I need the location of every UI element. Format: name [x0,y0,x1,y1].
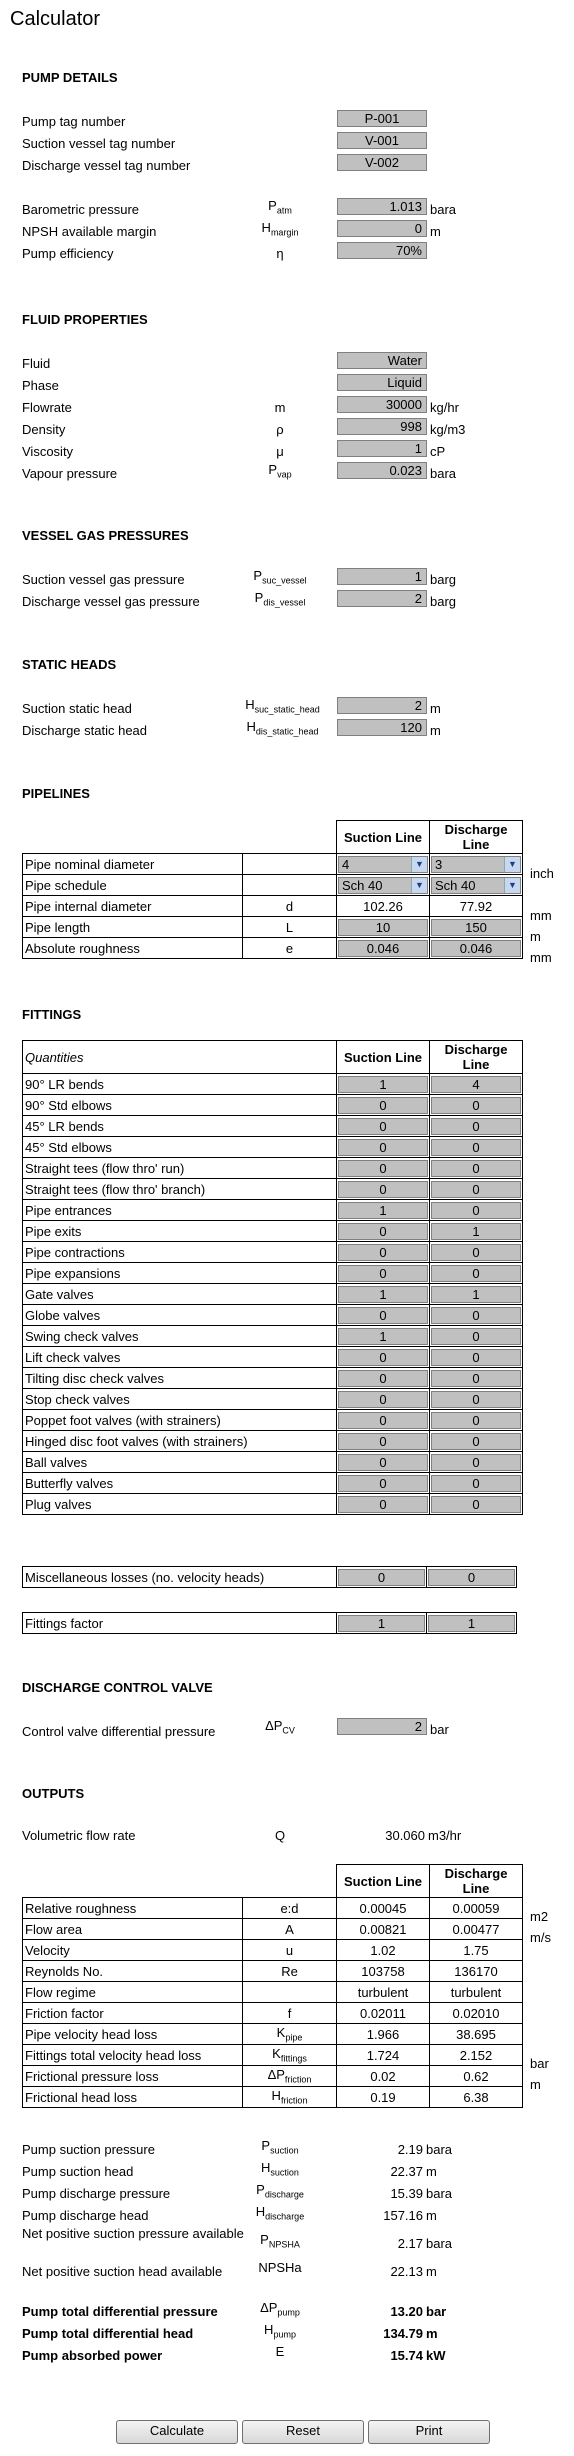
fitting-discharge-qty[interactable]: 0 [431,1454,521,1471]
result-symbol: $P_{discharge}$ [256,2182,304,2200]
output-discharge-value: 2.152 [430,2045,523,2066]
result-value: 15.74 [390,2348,423,2363]
suction-roughness-input[interactable]: 0.046 [338,940,428,957]
pipelines-table [22,820,523,959]
suction-length-input[interactable]: 10 [338,919,428,936]
fittings-col-suction: Suction Line [337,1041,430,1074]
fitting-suction-qty[interactable]: 0 [338,1370,428,1387]
fitting-suction-qty[interactable]: 0 [338,1223,428,1240]
result-value: 2.17 [397,2236,423,2251]
quantities-label: Quantities [23,1041,337,1074]
suction-static-symbol: $H_{suc\_static\_head}$ [245,697,320,715]
suction-schedule-select[interactable]: Sch 40 ▼ [338,877,428,894]
chevron-down-icon: ▼ [504,857,520,872]
phase-input[interactable]: Liquid [337,374,427,391]
vapour-pressure-symbol: $P_{vap}$ [268,462,292,480]
result-label: Pump suction head [22,2164,134,2179]
discharge-schedule-select[interactable]: Sch 40 ▼ [431,877,521,894]
discharge-static-input[interactable]: 120 [337,719,427,736]
density-unit: kg/m3 [430,422,466,437]
result-symbol: NPSHa [258,2260,302,2275]
fitting-discharge-qty[interactable]: 0 [431,1496,521,1513]
suction-gas-unit: barg [430,572,457,587]
viscosity-unit: cP [430,444,446,459]
table-row: Pipe schedule Sch 40 ▼ Sch 40 ▼ [23,875,523,896]
fitting-suction-qty[interactable]: 0 [338,1265,428,1282]
density-label: Density [22,422,66,437]
npsh-margin-label: NPSH available margin [22,224,157,239]
output-discharge-value: 0.62 [430,2066,523,2087]
fitting-suction-qty[interactable]: 0 [338,1181,428,1198]
result-symbol: $H_{discharge}$ [255,2204,305,2222]
table-row: Relative roughness e:d 0.00045 0.00059 [23,1898,523,1919]
table-row: Frictional head loss $H_{friction}$ 0.19 6.38 [23,2087,523,2108]
discharge-roughness-input[interactable]: 0.046 [431,940,521,957]
table-row: Stop check valves 0 0 [23,1389,523,1410]
volumetric-flow-value: 30.060 [385,1828,425,1843]
fitting-suction-qty[interactable]: 0 [338,1349,428,1366]
table-row: Pipe nominal diameter 4 ▼ 3 ▼ [23,854,523,875]
static-heads-header: STATIC HEADS [22,657,117,672]
result-label: Pump total differential head [22,2326,194,2341]
result-symbol: $H_{pump}$ [264,2322,296,2340]
result-value: 15.39 [390,2186,423,2201]
table-row: 45° Std elbows 0 0 [23,1137,523,1158]
misc-losses-table [22,1566,517,1588]
result-symbol: $\Delta P_{pump}$ [260,2300,300,2318]
table-row: 90° Std elbows 0 0 [23,1095,523,1116]
fitting-suction-qty[interactable]: 0 [338,1496,428,1513]
table-row: Pipe exits 0 1 [23,1221,523,1242]
result-unit: kW [426,2348,446,2363]
table-row: Fittings total velocity head loss $K_{fittings}$ 1.724 2.152 [23,2045,523,2066]
table-row: Friction factor f 0.02011 0.02010 [23,2003,523,2024]
output-discharge-value: 0.02010 [430,2003,523,2024]
fitting-discharge-qty[interactable]: 4 [431,1076,521,1093]
table-row: Velocity u 1.02 1.75 [23,1940,523,1961]
barometric-pressure-unit: bara [430,202,457,217]
viscosity-symbol: μ [276,444,284,459]
result-unit: m [426,2164,437,2179]
table-row: Frictional pressure loss $\Delta P_{friction}$ 0.02 0.62 [23,2066,523,2087]
table-row: Pipe length L 10 150 [23,917,523,938]
result-value: 2.19 [397,2142,423,2157]
pump-efficiency-label: Pump efficiency [22,246,114,261]
fitting-suction-qty[interactable]: 1 [338,1202,428,1219]
table-row: Flow area A 0.00821 0.00477 [23,1919,523,1940]
output-discharge-value: 0.00059 [430,1898,523,1919]
discharge-gas-unit: barg [430,594,457,609]
suction-gas-input[interactable]: 1 [337,568,427,585]
table-row: Fittings factor 1 1 [23,1613,517,1634]
fitting-discharge-qty[interactable]: 0 [431,1244,521,1261]
volumetric-flow-symbol: Q [274,1828,286,1843]
chevron-down-icon: ▼ [411,857,427,872]
output-unit: m/s [530,1930,551,1945]
table-row: Absolute roughness e 0.046 0.046 [23,938,523,959]
output-discharge-value: 38.695 [430,2024,523,2045]
discharge-gas-symbol: $P_{dis\_vessel}$ [254,590,306,608]
table-row: Butterfly valves 0 0 [23,1473,523,1494]
output-discharge-value: turbulent [430,1982,523,2003]
table-row: Straight tees (flow thro' run) 0 0 [23,1158,523,1179]
vapour-pressure-label: Vapour pressure [22,466,118,481]
pump-efficiency-symbol: η [276,246,284,261]
result-label: Pump discharge head [22,2208,149,2223]
result-label: Net positive suction head available [22,2264,223,2279]
result-value: 13.20 [390,2304,423,2319]
suction-vessel-tag-input[interactable]: V-001 [337,132,427,149]
vapour-pressure-input[interactable]: 0.023 [337,462,427,479]
pump-details-header: PUMP DETAILS [22,70,118,85]
suction-static-input[interactable]: 2 [337,697,427,714]
fitting-discharge-qty[interactable]: 0 [431,1370,521,1387]
table-row: Gate valves 1 1 [23,1284,523,1305]
fitting-suction-qty[interactable]: 0 [338,1475,428,1492]
misc-discharge-input[interactable]: 0 [428,1569,515,1586]
fluid-properties-header: FLUID PROPERTIES [22,312,148,327]
table-row: Lift check valves 0 0 [23,1347,523,1368]
discharge-vessel-tag-label: Discharge vessel tag number [22,158,191,173]
output-suction-value: 103758 [337,1961,430,1982]
output-discharge-value: 6.38 [430,2087,523,2108]
output-unit: bar [530,2056,549,2071]
table-row: Tilting disc check valves 0 0 [23,1368,523,1389]
fitting-discharge-qty[interactable]: 1 [431,1286,521,1303]
fittings-table [22,1040,523,1515]
pipelines-col-discharge: Discharge Line [430,821,523,854]
table-row: Ball valves 0 0 [23,1452,523,1473]
result-unit: m [426,2326,438,2341]
fitting-discharge-qty[interactable]: 1 [431,1223,521,1240]
chevron-down-icon: ▼ [504,878,520,893]
fitting-discharge-qty[interactable]: 0 [431,1160,521,1177]
vapour-pressure-unit: bara [430,466,457,481]
result-symbol: E [275,2344,285,2359]
flowrate-label: Flowrate [22,400,72,415]
output-discharge-value: 136170 [430,1961,523,1982]
factor-suction-input[interactable]: 1 [338,1615,425,1632]
diameter-unit: inch [530,866,554,881]
fitting-discharge-qty[interactable]: 0 [431,1118,521,1135]
result-unit: bar [426,2304,447,2319]
fitting-suction-qty[interactable]: 1 [338,1286,428,1303]
pipelines-header: PIPELINES [22,786,90,801]
outputs-col-discharge: Discharge Line [430,1865,523,1898]
fluid-input[interactable]: Water [337,352,427,369]
discharge-static-symbol: $H_{dis\_static\_head}$ [246,719,319,737]
result-label: Pump total differential pressure [22,2304,218,2319]
outputs-header: OUTPUTS [22,1786,85,1801]
pump-efficiency-input[interactable]: 70% [337,242,427,259]
discharge-diameter-select[interactable]: 3 ▼ [431,856,521,873]
fittings-factor-table [22,1612,517,1634]
output-suction-value: 1.724 [337,2045,430,2066]
outputs-table [22,1864,523,2108]
pipelines-col-suction: Suction Line [337,821,430,854]
barometric-pressure-input[interactable]: 1.013 [337,198,427,215]
output-suction-value: 0.19 [337,2087,430,2108]
discharge-gas-label: Discharge vessel gas pressure [22,594,200,609]
suction-internal-diameter: 102.26 [337,896,430,917]
suction-diameter-select[interactable]: 4 ▼ [338,856,428,873]
fitting-discharge-qty[interactable]: 0 [431,1202,521,1219]
fitting-discharge-qty[interactable]: 0 [431,1433,521,1450]
result-unit: bara [426,2142,453,2157]
table-row: Miscellaneous losses (no. velocity heads) 0 0 [23,1567,517,1588]
result-unit: m [426,2208,437,2223]
fitting-suction-qty[interactable]: 1 [338,1328,428,1345]
volumetric-flow-label: Volumetric flow rate [22,1828,136,1843]
fitting-suction-qty[interactable]: 0 [338,1454,428,1471]
fitting-suction-qty[interactable]: 0 [338,1160,428,1177]
fitting-discharge-qty[interactable]: 0 [431,1412,521,1429]
suction-vessel-tag-label: Suction vessel tag number [22,136,176,151]
table-row: Swing check valves 1 0 [23,1326,523,1347]
page-title: Calculator [10,8,101,30]
fittings-header: FITTINGS [22,1007,82,1022]
barometric-pressure-symbol: $P_{atm}$ [268,198,292,216]
fitting-discharge-qty[interactable]: 0 [431,1139,521,1156]
npsh-margin-symbol: $H_{margin}$ [261,220,299,238]
reset-button[interactable]: Reset [242,2420,364,2444]
discharge-gas-input[interactable]: 2 [337,590,427,607]
density-input[interactable]: 998 [337,418,427,435]
cv-dp-label: Control valve differential pressure [22,1724,216,1739]
flowrate-unit: kg/hr [430,400,459,415]
viscosity-label: Viscosity [22,444,74,459]
fitting-discharge-qty[interactable]: 0 [431,1475,521,1492]
table-row: Pipe velocity head loss $K_{pipe}$ 1.966 38.695 [23,2024,523,2045]
pump-tag-label: Pump tag number [22,114,126,129]
fitting-discharge-qty[interactable]: 0 [431,1307,521,1324]
fitting-discharge-qty[interactable]: 0 [431,1265,521,1282]
output-discharge-value: 1.75 [430,1940,523,1961]
suction-gas-symbol: $P_{suc\_vessel}$ [253,568,307,586]
output-suction-value: 1.966 [337,2024,430,2045]
output-suction-value: 0.02 [337,2066,430,2087]
vessel-gas-header: VESSEL GAS PRESSURES [22,528,189,543]
output-suction-value: turbulent [337,1982,430,2003]
result-value: 134.79 [383,2326,423,2341]
cv-dp-input[interactable]: 2 [337,1718,427,1735]
table-row: 45° LR bends 0 0 [23,1116,523,1137]
table-row: Pipe contractions 0 0 [23,1242,523,1263]
phase-label: Phase [22,378,59,393]
fitting-suction-qty[interactable]: 0 [338,1412,428,1429]
factor-discharge-input[interactable]: 1 [428,1615,515,1632]
table-row: 90° LR bends 1 4 [23,1074,523,1095]
cv-dp-symbol: $\Delta P_{CV}$ [265,1718,295,1736]
result-unit: bara [426,2186,453,2201]
length-unit: m [530,929,541,944]
fitting-discharge-qty[interactable]: 0 [431,1181,521,1198]
table-row: Hinged disc foot valves (with strainers) 0 0 [23,1431,523,1452]
misc-suction-input[interactable]: 0 [338,1569,425,1586]
output-suction-value: 0.00045 [337,1898,430,1919]
volumetric-flow-unit: m3/hr [428,1828,462,1843]
discharge-internal-diameter: 77.92 [430,896,523,917]
result-value: 22.37 [390,2164,423,2179]
fitting-suction-qty[interactable]: 0 [338,1118,428,1135]
flowrate-input[interactable]: 30000 [337,396,427,413]
fittings-col-discharge: Discharge Line [430,1041,523,1074]
result-symbol: $P_{NPSHA}$ [260,2232,300,2250]
fitting-suction-qty[interactable]: 0 [338,1391,428,1408]
internal-diameter-unit: mm [530,908,552,923]
result-label: Pump discharge pressure [22,2186,171,2201]
result-label: Net positive suction pressure available [22,2226,244,2241]
cv-dp-unit: bar [430,1722,449,1737]
table-row: Plug valves 0 0 [23,1494,523,1515]
table-row: Pipe expansions 0 0 [23,1263,523,1284]
fitting-suction-qty[interactable]: 0 [338,1307,428,1324]
discharge-vessel-tag-input[interactable]: V-002 [337,154,427,171]
fluid-label: Fluid [22,356,51,371]
output-unit: m2 [530,1909,549,1924]
result-unit: bara [426,2236,453,2251]
flowrate-symbol: m [274,400,286,415]
viscosity-input[interactable]: 1 [337,440,427,457]
pump-tag-input[interactable]: P-001 [337,110,427,127]
print-button[interactable]: Print [368,2420,490,2444]
fitting-suction-qty[interactable]: 0 [338,1244,428,1261]
table-row: Flow regime turbulent turbulent [23,1982,523,2003]
result-label: Pump suction pressure [22,2142,155,2157]
output-suction-value: 0.02011 [337,2003,430,2024]
output-suction-value: 0.00821 [337,1919,430,1940]
npsh-margin-input[interactable]: 0 [337,220,427,237]
fitting-discharge-qty[interactable]: 0 [431,1349,521,1366]
result-value: 157.16 [383,2208,423,2223]
suction-static-unit: m [430,701,441,716]
fitting-suction-qty[interactable]: 0 [338,1097,428,1114]
outputs-col-suction: Suction Line [337,1865,430,1898]
suction-gas-label: Suction vessel gas pressure [22,572,185,587]
result-symbol: $P_{suction}$ [261,2138,299,2156]
discharge-length-input[interactable]: 150 [431,919,521,936]
result-label: Pump absorbed power [22,2348,163,2363]
table-row: Poppet foot valves (with strainers) 0 0 [23,1410,523,1431]
calculate-button[interactable]: Calculate [116,2420,238,2444]
fitting-suction-qty[interactable]: 0 [338,1433,428,1450]
fitting-suction-qty[interactable]: 1 [338,1076,428,1093]
npsh-margin-unit: m [430,224,441,239]
output-unit: m [530,2077,541,2092]
fitting-suction-qty[interactable]: 0 [338,1139,428,1156]
discharge-static-unit: m [430,723,441,738]
result-value: 22.13 [390,2264,423,2279]
output-discharge-value: 0.00477 [430,1919,523,1940]
table-row: Reynolds No. Re 103758 136170 [23,1961,523,1982]
control-valve-header: DISCHARGE CONTROL VALVE [22,1680,213,1695]
result-unit: m [426,2264,437,2279]
fitting-discharge-qty[interactable]: 0 [431,1328,521,1345]
density-symbol: ρ [276,422,284,437]
discharge-static-label: Discharge static head [22,723,148,738]
result-symbol: $H_{suction}$ [261,2160,299,2178]
table-row: Globe valves 0 0 [23,1305,523,1326]
output-suction-value: 1.02 [337,1940,430,1961]
fitting-discharge-qty[interactable]: 0 [431,1097,521,1114]
table-row: Straight tees (flow thro' branch) 0 0 [23,1179,523,1200]
roughness-unit: mm [530,950,552,965]
barometric-pressure-label: Barometric pressure [22,202,140,217]
table-row: Pipe internal diameter d 102.26 77.92 [23,896,523,917]
suction-static-label: Suction static head [22,701,132,716]
fitting-discharge-qty[interactable]: 0 [431,1391,521,1408]
table-row: Pipe entrances 1 0 [23,1200,523,1221]
chevron-down-icon: ▼ [411,878,427,893]
